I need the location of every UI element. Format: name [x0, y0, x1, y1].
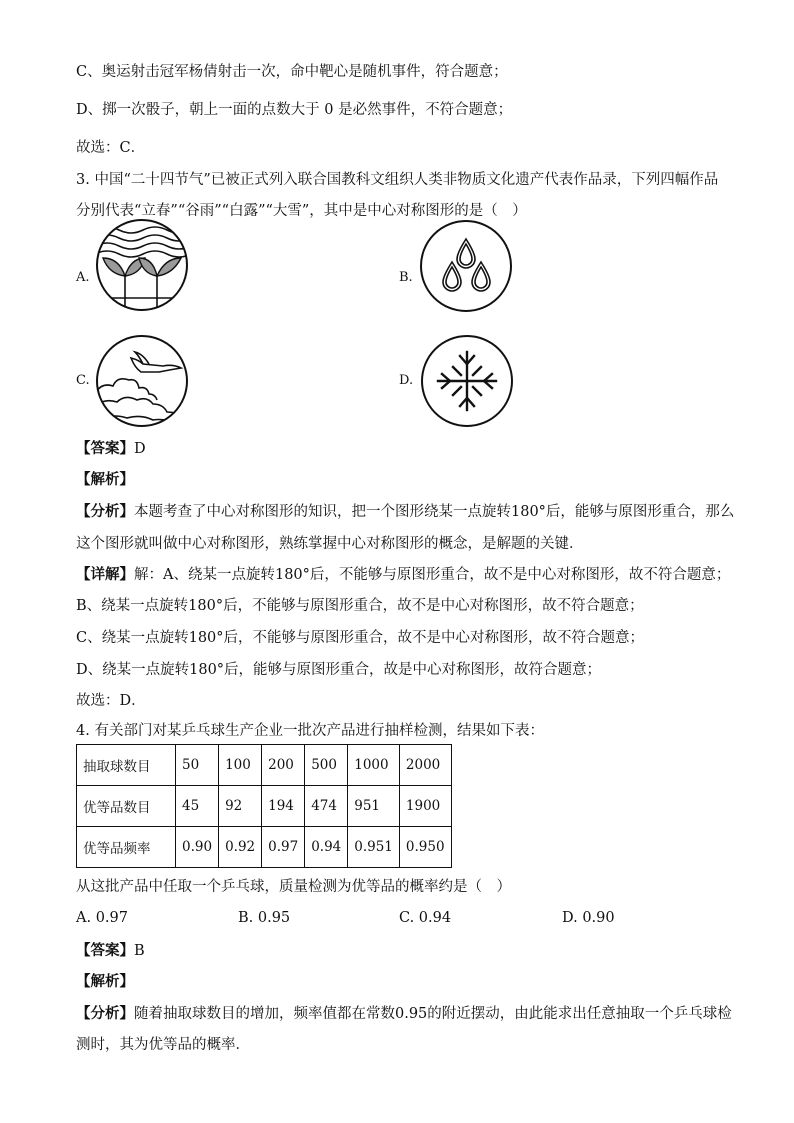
detail-3-line2: B、绕某一点旋转180°后，不能够与原图形重合，故不是中心对称图形，故不符合题意； [76, 598, 644, 614]
lichun-figure [95, 218, 189, 312]
table-cell: 1900 [399, 786, 451, 827]
bailu-figure [95, 334, 189, 428]
text-line: D、掷一次骰子，朝上一面的点数大于 0 是必然事件，不符合题意； [76, 102, 513, 118]
table-cell: 优等品数目 [77, 786, 176, 827]
question-4-prompt: 从这批产品中任取一个乒乓球，质量检测为优等品的概率约是（ ） [76, 879, 511, 895]
analysis-heading: 【解析】 [76, 973, 134, 990]
question-3-line1: 3. 中国“二十四节气”已被正式列入联合国教科文组织人类非物质文化遗产代表作品录，下列四幅作品 [76, 172, 719, 188]
analysis-text: 随着抽取球数目的增加，频率值都在常数0.95的附近摆动，由此能求出任意抽取一个乒乓球检 [134, 1006, 732, 1022]
analysis-4-line2: 测时，其为优等品的概率． [76, 1037, 250, 1053]
table-cell: 1000 [348, 745, 400, 786]
analysis-text: 本题考查了中心对称图形的知识，把一个图形绕某一点旋转180°后，能够与原图形重合，那么 [134, 504, 735, 520]
option-d: D. 0.90 [562, 910, 615, 926]
analysis-3-line1 [76, 502, 734, 522]
option-a: A. 0.97 [76, 910, 128, 926]
table-cell: 45 [176, 786, 219, 827]
option-a-label: A. [76, 270, 90, 285]
option-d-label: D. [399, 373, 414, 388]
table-row [77, 827, 452, 868]
table-cell: 92 [219, 786, 262, 827]
analysis-4-line1 [76, 1004, 732, 1024]
option-c-label: C. [76, 373, 90, 388]
analysis-3-line2: 这个图形就叫做中心对称图形，熟练掌握中心对称图形的概念，是解题的关键． [76, 536, 584, 552]
table-cell: 50 [176, 745, 219, 786]
sampling-table [76, 744, 452, 868]
text-line: 故选：C． [76, 140, 146, 156]
text-line: C、奥运射击冠军杨倩射击一次，命中靶心是随机事件，符合题意； [76, 64, 508, 80]
answer-tag: 【答案】 [76, 942, 134, 959]
table-cell: 100 [219, 745, 262, 786]
table-cell: 0.97 [262, 827, 305, 868]
table-cell: 抽取球数目 [77, 745, 176, 786]
option-b: B. 0.95 [238, 910, 291, 926]
table-cell: 0.951 [348, 827, 400, 868]
answer-tag: 【答案】 [76, 440, 134, 457]
answer-value: D [134, 441, 146, 457]
daxue-figure [420, 334, 514, 428]
table-cell: 2000 [399, 745, 451, 786]
question-3-line2: 分别代表“立春”“谷雨”“白露”“大雪”，其中是中心对称图形的是（ ） [76, 203, 527, 219]
detail-3-line3: C、绕某一点旋转180°后，不能够与原图形重合，故不是中心对称图形，故不符合题意； [76, 630, 645, 646]
option-c: C. 0.94 [399, 910, 452, 926]
table-cell: 优等品频率 [77, 827, 176, 868]
table-cell: 500 [305, 745, 348, 786]
answer-4 [76, 941, 145, 961]
detail-3-line4: D、绕某一点旋转180°后，能够与原图形重合，故是中心对称图形，故符合题意； [76, 662, 602, 678]
table-cell: 0.90 [176, 827, 219, 868]
detail-text: 解：A、绕某一点旋转180°后，不能够与原图形重合，故不是中心对称图形，故不符合题意； [134, 567, 731, 583]
choice-3: 故选：D． [76, 693, 146, 709]
table-row [77, 786, 452, 827]
analysis-heading: 【解析】 [76, 471, 134, 488]
guyu-figure [419, 219, 513, 313]
table-cell: 194 [262, 786, 305, 827]
question-4: 4. 有关部门对某乒乓球生产企业一批次产品进行抽样检测，结果如下表： [76, 723, 544, 739]
answer-3 [76, 439, 146, 459]
option-b-label: B. [399, 270, 413, 285]
table-cell: 0.92 [219, 827, 262, 868]
answer-value: B [134, 943, 145, 959]
analysis-tag: 【分析】 [76, 503, 134, 520]
detail-tag: 【详解】 [76, 566, 134, 583]
table-cell: 951 [348, 786, 400, 827]
table-row [77, 745, 452, 786]
table-cell: 0.950 [399, 827, 451, 868]
table-cell: 0.94 [305, 827, 348, 868]
table-cell: 200 [262, 745, 305, 786]
detail-3-line1 [76, 565, 730, 585]
analysis-tag: 【分析】 [76, 1005, 134, 1022]
table-cell: 474 [305, 786, 348, 827]
